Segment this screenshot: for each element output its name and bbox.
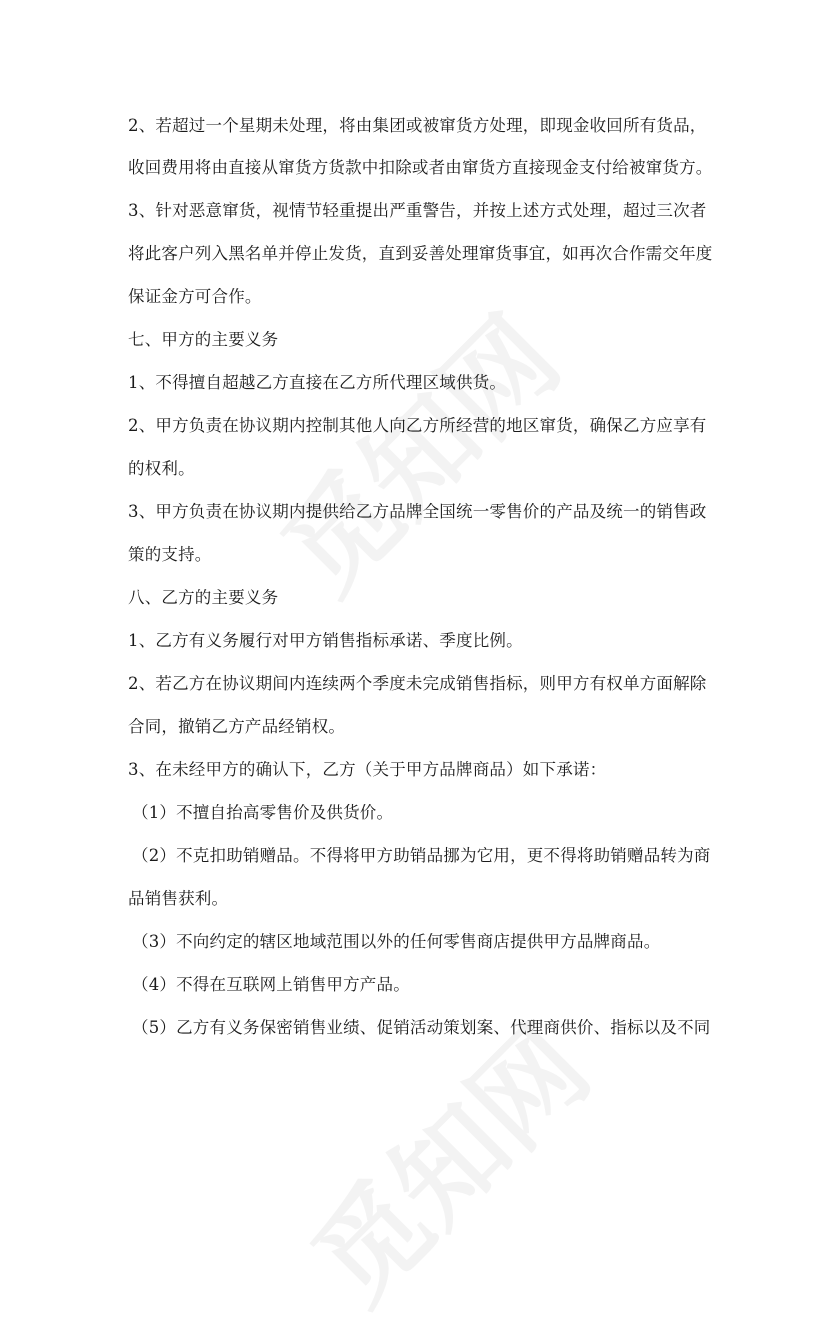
text-line: （2）不克扣助销赠品。不得将甲方助销品挪为它用，更不得将助销赠品转为商 xyxy=(132,846,711,865)
text-line: （1）不擅自抬高零售价及供货价。 xyxy=(132,803,394,822)
text-line: 2、若超过一个星期未处理，将由集团或被窜货方处理，即现金收回所有货品， xyxy=(128,116,707,135)
text-line: 的权利。 xyxy=(128,459,195,478)
text-line: 1、乙方有义务履行对甲方销售指标承诺、季度比例。 xyxy=(128,631,523,650)
section-heading: 七、甲方的主要义务 xyxy=(128,330,279,349)
text-line: （3）不向约定的辖区地域范围以外的任何零售商店提供甲方品牌商品。 xyxy=(132,932,661,951)
text-line: 合同，撤销乙方产品经销权。 xyxy=(128,717,346,736)
text-line: 2、甲方负责在协议期内控制其他人向乙方所经营的地区窜货，确保乙方应享有 xyxy=(128,416,707,435)
text-line: （5）乙方有义务保密销售业绩、促销活动策划案、代理商供价、指标以及不同 xyxy=(132,1018,711,1037)
text-line: 策的支持。 xyxy=(128,545,212,564)
text-line: 2、若乙方在协议期间内连续两个季度未完成销售指标，则甲方有权单方面解除 xyxy=(128,674,707,693)
section-heading: 八、乙方的主要义务 xyxy=(128,588,279,607)
text-line: 1、不得擅自超越乙方直接在乙方所代理区域供货。 xyxy=(128,373,507,392)
text-line: 将此客户列入黑名单并停止发货，直到妥善处理窜货事宜，如再次合作需交年度 xyxy=(128,244,713,263)
text-line: （4）不得在互联网上销售甲方产品。 xyxy=(132,975,410,994)
text-line: 保证金方可合作。 xyxy=(128,287,262,306)
watermark xyxy=(242,276,587,621)
text-line: 品销售获利。 xyxy=(128,889,229,908)
text-line: 3、甲方负责在协议期内提供给乙方品牌全国统一零售价的产品及统一的销售政 xyxy=(128,502,707,521)
text-line: 收回费用将由直接从窜货方货款中扣除或者由窜货方直接现金支付给被窜货方。 xyxy=(128,158,713,177)
text-line: 3、针对恶意窜货，视情节轻重提出严重警告，并按上述方式处理，超过三次者 xyxy=(128,201,707,220)
text-line: 3、在未经甲方的确认下，乙方（关于甲方品牌商品）如下承诺： xyxy=(128,760,607,779)
